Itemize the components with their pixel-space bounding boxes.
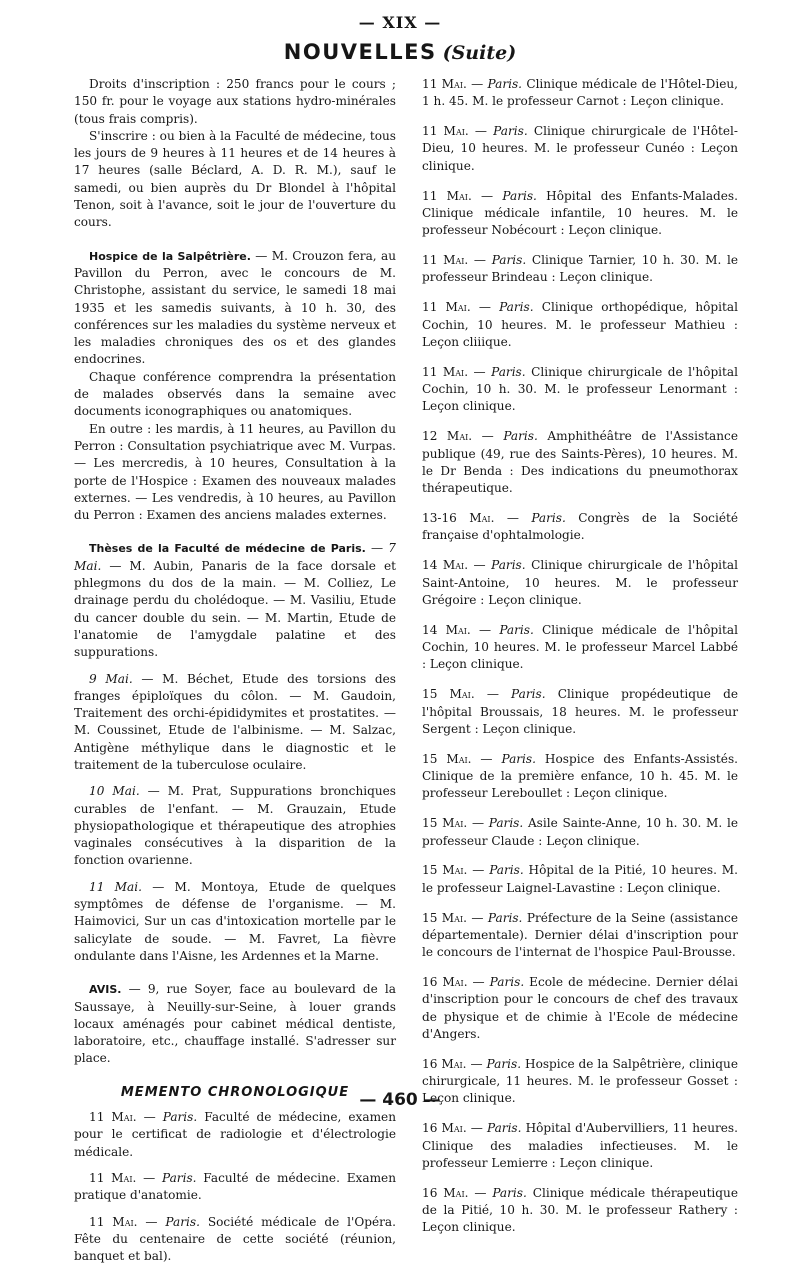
entry-place: Paris. <box>491 364 526 379</box>
memento-entry: 16 Mai. — Paris. Ecole de médecine. Dernier délai d'inscription pour le concours de chef des travaux de physique et de chimie à l'Ecole de médecine d'Angers. <box>422 975 738 1041</box>
memento-entry: 14 Mai. — Paris. Clinique médicale de l'hôpital Cochin, 10 heures. M. le professeur Marcel Labbé : Leçon clinique. <box>422 622 738 672</box>
entry-text: Société médicale de l'Opéra. Fête du centenaire de cette société (réunion, banquet et bal). <box>74 1214 396 1264</box>
entry-text: Préfecture de la Seine (assistance départementale). Dernier délai d'inscription pour le concours de l'internat de l'hospice Paul-Brousse. <box>422 910 738 960</box>
entry-date: 15 Mai. <box>422 751 472 766</box>
fees-paragraph: Droits d'inscription : 250 francs pour le cours ; 150 fr. pour le voyage aux stations hydro-minérales (tous frais compris). <box>74 77 396 126</box>
entry-text: Faculté de médecine, examen pour le certificat de radiologie et d'électrologie médicale. <box>74 1110 396 1159</box>
entry-place: Paris. <box>491 558 526 573</box>
entry-text: Asile Sainte-Anne, 10 h. 30. M. le professeur Claude : Leçon clinique. <box>422 816 738 848</box>
entry-date: 15 Mai. <box>422 816 468 831</box>
theses-text: — M. Montoya, Etude de quelques symptômes de défense de l'organisme. — M. Haimovici, Sur un cas d'intoxication mortelle par le salicylate de soude. — M. Favret, La fièvre ondulante dans l'Aisne, les Ardennes et la Marne. <box>74 879 396 963</box>
entry-date: 14 Mai. <box>422 558 469 573</box>
entry-date: 11 Mai. <box>89 1110 137 1125</box>
entry-place: Paris. <box>493 124 528 139</box>
entry-date: 16 Mai. <box>422 1056 467 1071</box>
entry-date: 11 Mai. <box>89 1214 138 1229</box>
entry-date: 11 Mai. <box>422 300 471 315</box>
hospice-paragraph-2: Chaque conférence comprendra la présentation de malades observés dans la semaine avec documents iconographiques ou anatomiques. <box>74 369 396 419</box>
theses-date: 9 Mai. <box>89 671 133 686</box>
entry-text: Amphithéâtre de l'Assistance publique (49, rue des Saints-Pères), 10 heures. M. le Dr Benda : Des indications du pneumothorax thérapeutique. <box>422 429 738 496</box>
page-title <box>0 40 800 64</box>
entry-text: Hospice des Enfants-Assistés. Clinique de la première enfance, 10 h. 45. M. le professeur Lereboullet : Leçon clinique. <box>422 751 738 801</box>
memento-entry: 11 Mai. — Paris. Clinique médicale de l'Hôtel-Dieu, 1 h. 45. M. le professeur Carnot : Leçon clinique. <box>422 77 738 109</box>
entry-date: 13-16 Mai. <box>422 511 495 526</box>
entry-place: Paris. <box>503 429 538 444</box>
avis-paragraph <box>74 981 396 1067</box>
entry-place: Paris. <box>162 1110 198 1125</box>
entry-text: Ecole de médecine. Dernier délai d'inscription pour le concours de chef des travaux de physique et de chimie à l'Ecole de médecine d'Angers. <box>422 975 738 1041</box>
entry-place: Paris. <box>165 1214 200 1229</box>
memento-entry: 15 Mai. — Paris. Hospice des Enfants-Assistés. Clinique de la première enfance, 10 h. 45. M. le professeur Lereboullet : Leçon clinique. <box>422 751 738 801</box>
memento-entry: 13-16 Mai. — Paris. Congrès de la Société française d'ophtalmologie. <box>422 511 738 543</box>
entry-date: 12 Mai. <box>422 429 473 444</box>
theses-date: — 7 Mai. <box>74 541 397 573</box>
memento-entry: 16 Mai. — Paris. Hôpital d'Aubervilliers, 11 heures. Clinique des maladies infectieuses. M. le professeur Lemierre : Leçon clinique. <box>422 1121 738 1170</box>
entry-date: 16 Mai. <box>422 1121 467 1136</box>
entry-place: Paris. <box>511 687 546 702</box>
entry-place: Paris. <box>486 1056 522 1071</box>
entry-date: 14 Mai. <box>422 622 471 637</box>
entry-text: Clinique Tarnier, 10 h. 30. M. le professeur Brindeau : Leçon clinique. <box>422 253 738 285</box>
theses-paragraph-2 <box>74 671 396 775</box>
entry-text: Clinique médicale thérapeutique de la Pitié, 10 h. 30. M. le professeur Rathery : Leçon clinique. <box>422 1185 738 1235</box>
entry-place: Paris. <box>487 910 523 925</box>
memento-entry: 15 Mai. — Paris. Préfecture de la Seine (assistance départementale). Dernier délai d'inscription pour le concours de l'internat de l'hospice Paul-Brousse. <box>422 910 738 960</box>
entry-date: 16 Mai. <box>422 1185 469 1200</box>
entry-place: Paris. <box>499 300 534 315</box>
entry-date: 15 Mai. <box>422 910 467 925</box>
right-column <box>422 76 738 1249</box>
theses-paragraph <box>74 540 396 661</box>
theses-date: 10 Mai. <box>89 784 140 799</box>
entry-date: 11 Mai. <box>422 253 469 268</box>
memento-entry: 16 Mai. — Paris. Clinique médicale thérapeutique de la Pitié, 10 h. 30. M. le professeur Rathery : Leçon clinique. <box>422 1185 738 1235</box>
memento-heading: MEMENTO CHRONOLOGIQUE <box>120 1084 350 1100</box>
section-title: NOUVELLES <box>283 40 437 64</box>
entry-text: Clinique médicale de l'hôpital Cochin, 10 heures. M. le professeur Marcel Labbé : Leçon clinique. <box>422 622 738 672</box>
theses-heading: Thèses de la Faculté de médecine de Paris. <box>89 542 366 556</box>
entry-place: Paris. <box>502 188 537 203</box>
entry-date: 15 Mai. <box>422 687 475 702</box>
theses-paragraph-4 <box>74 879 396 965</box>
entry-text: Congrès de la Société française d'ophtalmologie. <box>422 511 738 543</box>
entry-text: Hôpital des Enfants-Malades. Clinique médicale infantile, 10 heures. M. le professeur Nobécourt : Leçon clinique. <box>422 188 738 238</box>
theses-text: — M. Aubin, Panaris de la face dorsale et phlegmons du dos de la main. — M. Colliez, Le drainage perdu du cholédoque. — M. Vasiliu, Etude du cancer double du sein. — M. Martin, Etude de l'anatomie de l'amygdale palatine et des suppurations. <box>74 558 396 660</box>
page-roman-numeral: — XIX — <box>358 13 442 32</box>
entry-date: 11 Mai. <box>422 364 469 379</box>
entry-text: Faculté de médecine. Examen pratique d'anatomie. <box>74 1170 396 1203</box>
entry-place: Paris. <box>501 751 536 766</box>
memento-entry: 11 Mai. — Paris. Faculté de médecine. Examen pratique d'anatomie. <box>74 1170 396 1203</box>
entry-place: Paris. <box>491 253 527 268</box>
entry-date: 11 Mai. <box>422 188 472 203</box>
memento-entry: 15 Mai. — Paris. Asile Sainte-Anne, 10 h. 30. M. le professeur Claude : Leçon clinique. <box>422 816 738 848</box>
entry-date: 11 Mai. <box>422 124 469 139</box>
entry-date: 16 Mai. <box>422 975 468 990</box>
memento-entry: 11 Mai. — Paris. Clinique Tarnier, 10 h. 30. M. le professeur Brindeau : Leçon clinique. <box>422 253 738 285</box>
entry-text: Clinique médicale de l'Hôtel-Dieu, 1 h. 45. M. le professeur Carnot : Leçon clinique. <box>422 77 738 109</box>
theses-text: — M. Prat, Suppurations bronchiques curables de l'enfant. — M. Grauzain, Etude physiopathologique et thérapeutique des atrophies vaginales consécutives à la disparition de la fonction ovarienne. <box>74 784 396 868</box>
memento-entry: 16 Mai. — Paris. Hospice de la Salpêtrière, clinique chirurgicale, 11 heures. M. le professeur Gosset : Leçon clinique. <box>422 1056 738 1106</box>
entry-text: Clinique chirurgicale de l'Hôtel-Dieu, 10 heures. M. le professeur Cunéo : Leçon clinique. <box>422 124 738 173</box>
entry-date: 11 Mai. <box>422 77 467 91</box>
memento-entry: 11 Mai. — Paris. Clinique chirurgicale de l'Hôtel-Dieu, 10 heures. M. le professeur Cunéo : Leçon clinique. <box>422 124 738 173</box>
entry-text: Clinique chirurgicale de l'hôpital Saint-Antoine, 10 heures. M. le professeur Grégoire : Leçon clinique. <box>422 558 738 607</box>
entry-text: Clinique orthopédique, hôpital Cochin, 10 heures. M. le professeur Mathieu : Leçon cliiique. <box>422 300 738 349</box>
avis-heading: AVIS. <box>89 983 122 997</box>
memento-entry: 11 Mai. — Paris. Clinique orthopédique, hôpital Cochin, 10 heures. M. le professeur Mathieu : Leçon cliiique. <box>422 300 738 349</box>
memento-entry: 11 Mai. — Paris. Clinique chirurgicale de l'hôpital Cochin, 10 h. 30. M. le professeur Lenormant : Leçon clinique. <box>422 364 738 414</box>
memento-entry: 11 Mai. — Paris. Société médicale de l'Opéra. Fête du centenaire de cette société (réunion, banquet et bal). <box>74 1214 396 1264</box>
entry-place: Paris. <box>489 863 524 878</box>
entry-place: Paris. <box>488 816 524 831</box>
memento-entry: 15 Mai. — Paris. Hôpital de la Pitié, 10 heures. M. le professeur Laignel-Lavastine : Leçon clinique. <box>422 863 738 895</box>
theses-paragraph-3 <box>74 783 396 869</box>
entry-place: Paris. <box>489 975 525 990</box>
theses-date: 11 Mai. <box>89 879 142 894</box>
hospice-paragraph <box>74 248 396 369</box>
entry-place: Paris. <box>162 1170 197 1185</box>
theses-text: — M. Béchet, Etude des torsions des franges épiploïques du côlon. — M. Gaudoin, Traitement des orchi-épididymites et prostatites. — M. Coussinet, Etude de l'albinisme. — M. Salzac, Antigène méthylique dans le diagnostic et le traitement de la tuberculose oculaire. <box>74 671 396 772</box>
page-number: — 460 — <box>359 1090 441 1110</box>
entry-place: Paris. <box>487 77 523 91</box>
memento-entry: 15 Mai. — Paris. Clinique propédeutique de l'hôpital Broussais, 18 heures. M. le professeur Sergent : Leçon clinique. <box>422 687 738 736</box>
left-column <box>74 76 396 1265</box>
section-title-suffix: (Suite) <box>442 42 517 64</box>
entry-place: Paris. <box>492 1185 527 1200</box>
hospice-text: — M. Crouzon fera, au Pavillon du Perron, avec le concours de M. Christophe, assistant du service, le samedi 18 mai 1935 et les samedis suivants, à 10 h. 30, des conférences sur les maladies du système nerveux et les maladies chroniques des os et des glandes endocrines. <box>74 248 396 367</box>
memento-entry: 11 Mai. — Paris. Faculté de médecine, examen pour le certificat de radiologie et d'électrologie médicale. <box>74 1110 396 1159</box>
entry-date: 11 Mai. <box>89 1170 137 1185</box>
entry-text: Clinique propédeutique de l'hôpital Broussais, 18 heures. M. le professeur Sergent : Leçon clinique. <box>422 687 738 736</box>
memento-entry: 12 Mai. — Paris. Amphithéâtre de l'Assistance publique (49, rue des Saints-Pères), 10 heures. M. le Dr Benda : Des indications du pneumothorax thérapeutique. <box>422 429 738 496</box>
hospice-heading: Hospice de la Salpêtrière. <box>89 249 251 263</box>
entry-text: Hôpital de la Pitié, 10 heures. M. le professeur Laignel-Lavastine : Leçon clinique. <box>422 863 738 895</box>
entry-place: Paris. <box>486 1121 522 1136</box>
registration-paragraph: S'inscrire : ou bien à la Faculté de médecine, tous les jours de 9 heures à 11 heures et de 14 heures à 17 heures (salle Béclard, A. D. R. M.), sauf le samedi, ou bien auprès du Dr Blondel à l'hôpital Tenon, soit à l'avance, soit le jour de l'ouverture du cours. <box>74 128 396 230</box>
entry-text: Hôpital d'Aubervilliers, 11 heures. Clinique des maladies infectieuses. M. le professeur Lemierre : Leçon clinique. <box>422 1121 738 1170</box>
hospice-paragraph-3: En outre : les mardis, à 11 heures, au Pavillon du Perron : Consultation psychiatrique avec M. Vurpas. — Les mercredis, à 10 heures, Consultation à la porte de l'Hospice : Examen des nouveaux malades externes. — Les vendredis, à 10 heures, au Pavillon du Perron : Examen des anciens malades externes. <box>74 421 396 523</box>
memento-entry: 14 Mai. — Paris. Clinique chirurgicale de l'hôpital Saint-Antoine, 10 heures. M. le professeur Grégoire : Leçon clinique. <box>422 558 738 607</box>
entry-place: Paris. <box>531 511 566 526</box>
entry-place: Paris. <box>499 622 534 637</box>
entry-date: 15 Mai. <box>422 863 468 878</box>
memento-entry: 11 Mai. — Paris. Hôpital des Enfants-Malades. Clinique médicale infantile, 10 heures. M. le professeur Nobécourt : Leçon clinique. <box>422 188 738 238</box>
entry-text: Hospice de la Salpêtrière, clinique chirurgicale, 11 heures. M. le professeur Gosset : Leçon clinique. <box>422 1056 738 1106</box>
avis-text: — 9, rue Soyer, face au boulevard de la Saussaye, à Neuilly-sur-Seine, à louer grands locaux aménagés pour cabinet médical dentiste, laboratoire, etc., chauffage installé. S'adresser sur place. <box>74 982 396 1066</box>
entry-text: Clinique chirurgicale de l'hôpital Cochin, 10 h. 30. M. le professeur Lenormant : Leçon clinique. <box>422 364 738 414</box>
